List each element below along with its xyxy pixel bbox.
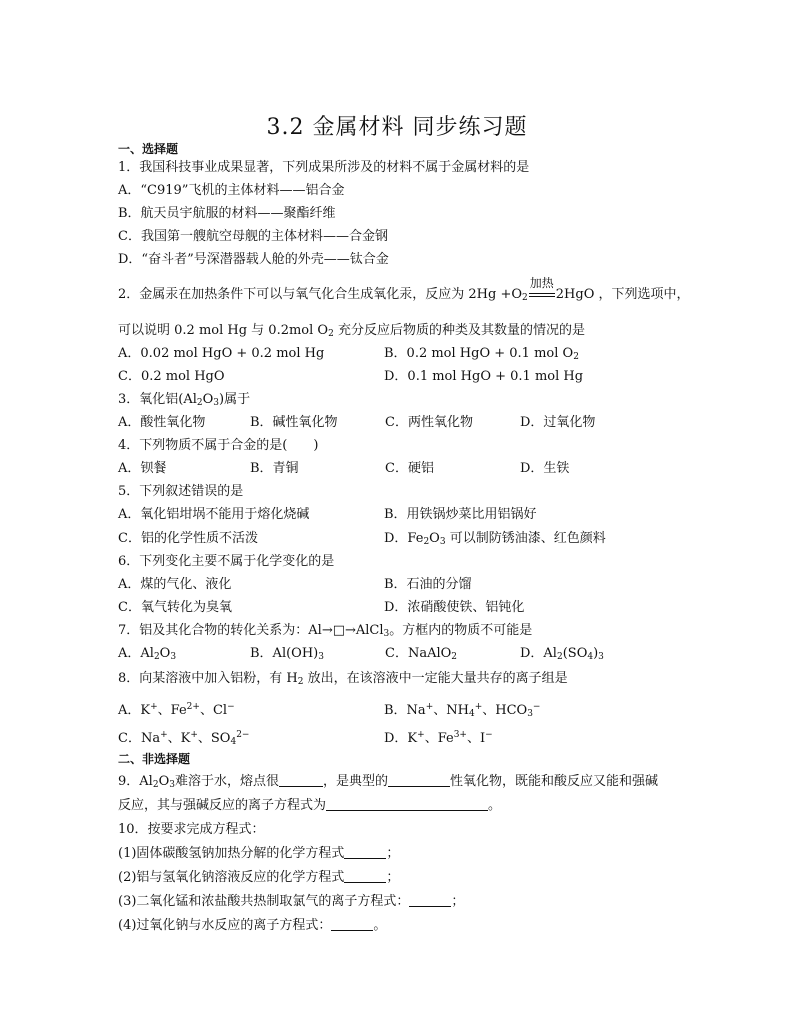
question-2-stem-line2: [118, 322, 585, 343]
question-2-option-c: C．0.2 mol HgO: [118, 369, 225, 384]
q7-text: 7．铝及其化合物的转化关系为：Al→□→AlCl: [118, 623, 384, 638]
question-8-stem: [118, 670, 568, 691]
question-10-stem: 10．按要求完成方程式：: [118, 822, 265, 837]
question-10-part-4: [118, 917, 386, 935]
q7-a-sub2: 3: [170, 652, 177, 662]
question-4-option-b: B．青铜: [250, 461, 299, 476]
question-7-option-c: [385, 645, 457, 666]
section-heading-nonchoice: 二、非选择题: [118, 752, 191, 766]
q2-b-subscript: 2: [573, 352, 579, 362]
q9-text: 9．Al: [118, 774, 153, 789]
question-1-option-c: C．我国第一艘航空母舰的主体材料——合金钢: [118, 229, 388, 244]
q9-blank-melting-point[interactable]: [279, 774, 323, 787]
q8-b-sup2: +: [474, 702, 483, 712]
question-3-option-d: D．过氧化物: [520, 415, 596, 430]
q7-c-sub: 2: [451, 652, 458, 662]
q8-a-sup1: +: [150, 702, 158, 712]
q10-p1-text: (1)固体碳酸氢钠加热分解的化学方程式: [118, 846, 345, 861]
q8-b-1: B．Na: [384, 703, 426, 718]
heating-condition-label: 加热: [529, 276, 554, 290]
question-1-option-a: A．“C919”飞机的主体材料——铝合金: [118, 183, 345, 198]
question-5-option-c: C．铝的化学性质不活泼: [118, 531, 258, 546]
q10-p2-end: ；: [386, 870, 400, 885]
q7-d-text: D．Al: [520, 646, 557, 661]
q8-d-1: D．K: [384, 731, 418, 746]
question-7-option-b: [250, 645, 324, 666]
question-4-option-a: A．钡餐: [118, 461, 167, 476]
question-1-stem: 1．我国科技事业成果显著，下列成果所涉及的材料不属于金属材料的是: [118, 160, 530, 175]
q8-b-2: 、NH: [433, 703, 469, 718]
q7-sub: 3: [383, 629, 390, 639]
section-heading-choice: 一、选择题: [118, 142, 179, 156]
q9-sub1: 2: [152, 780, 159, 790]
q2-o2-subscript: 2: [522, 293, 528, 303]
question-10-part-3: [118, 893, 464, 911]
heating-condition-arrow: [528, 276, 556, 306]
question-2-option-b: [384, 345, 579, 366]
q2-line2-text: 可以说明 0.2 mol Hg 与 0.2mol O: [118, 323, 329, 338]
q7-a-text: A．Al: [118, 646, 154, 661]
q10-p2-blank[interactable]: [344, 870, 386, 883]
q2-stem-text-end: 2HgO ，下列选项中，: [555, 287, 690, 302]
q9-part-a: 难溶于水，熔点很: [174, 774, 279, 789]
q2-line2-subscript: 2: [328, 329, 334, 339]
q8-c-3: 、SO: [197, 731, 231, 746]
question-5-option-b: B．用铁锅炒菜比用铝锅好: [384, 507, 537, 522]
q8-a-2: 、Fe: [157, 703, 187, 718]
q3-sub2: 3: [213, 398, 220, 408]
q10-p2-text: (2)铝与氢氧化钠溶液反应的化学方程式: [118, 870, 345, 885]
q10-p4-blank[interactable]: [331, 918, 373, 931]
question-6-option-a: A．煤的气化、液化: [118, 577, 232, 592]
question-9-line1: [118, 773, 658, 794]
question-2-stem: [118, 276, 690, 307]
q9-part-c: 性氧化物，既能和酸反应又能和强碱: [450, 774, 659, 789]
q3-mid: O: [202, 392, 214, 407]
q8-c-sup3: 2−: [236, 730, 250, 740]
q5-d-end: 可以制防锈油漆、红色颜料: [445, 531, 606, 546]
q8-end: 放出，在该溶液中一定能大量共存的离子组是: [303, 671, 568, 686]
q10-p1-blank[interactable]: [344, 846, 386, 859]
question-7-stem: [118, 622, 532, 643]
question-6-option-b: B．石油的分馏: [384, 577, 472, 592]
q9-line2-end: 。: [488, 798, 502, 813]
q7-b-sub: 3: [318, 652, 324, 662]
q8-d-2: 、Fe: [424, 731, 454, 746]
q8-a-3: 、Cl: [199, 703, 228, 718]
q8-c-sup2: +: [190, 730, 198, 740]
q7-d-post: ): [593, 646, 599, 661]
question-4-option-c: C．硬铝: [385, 461, 434, 476]
q9-part-b: ，是典型的: [322, 774, 388, 789]
q2-stem-text: 2．金属汞在加热条件下可以与氧气化合生成氧化汞，反应为 2Hg +O: [118, 287, 523, 302]
q9-mid: O: [158, 774, 170, 789]
question-10-part-1: [118, 845, 399, 863]
q5-d-mid: O: [429, 531, 440, 546]
question-2-option-d: D．0.1 mol HgO + 0.1 mol Hg: [384, 369, 584, 384]
q7-d-sub3: 3: [598, 652, 604, 662]
q7-d-sub1: 2: [556, 652, 563, 662]
q8-text: 8．向某溶液中加入铝粉，有 H: [118, 671, 298, 686]
q8-b-3: 、HCO: [482, 703, 528, 718]
question-6-stem: 6．下列变化主要不属于化学变化的是: [118, 554, 335, 569]
q10-p3-text: (3)二氧化锰和浓盐酸共热制取氯气的离子方程式：: [118, 894, 410, 909]
q8-b-sup1: +: [425, 702, 434, 712]
q7-d-sub2: 4: [587, 652, 594, 662]
q7-b-text: B．Al(OH): [250, 646, 319, 661]
document-title: 3.2 金属材料 同步练习题: [266, 115, 528, 140]
q8-a-sup3: −: [227, 702, 235, 712]
question-4-option-d: D．生铁: [520, 461, 570, 476]
q8-d-sup3: −: [485, 730, 493, 740]
q8-a-sup2: 2+: [186, 702, 200, 712]
q9-blank-oxide-type[interactable]: [388, 774, 450, 787]
q2-line2-text-end: 充分反应后物质的种类及其数量的情况的是: [333, 323, 585, 338]
question-5-stem: 5．下列叙述错误的是: [118, 484, 244, 499]
q7-c-text: C．NaAlO: [385, 646, 452, 661]
q8-b-sub3: 3: [527, 709, 533, 719]
question-1-option-b: B．航天员宇航服的材料——聚酯纤维: [118, 206, 336, 221]
question-8-option-b: [384, 698, 540, 723]
q9-blank-ionic-equation[interactable]: [326, 798, 488, 811]
question-2-option-a: A．0.02 mol HgO + 0.2 mol Hg: [118, 346, 325, 361]
q9-line2-text: 反应，其与强碱反应的离子方程式为: [118, 798, 327, 813]
question-6-option-d: D．浓硝酸使铁、铝钝化: [384, 600, 525, 615]
q8-c-2: 、K: [167, 731, 191, 746]
question-3-stem: [118, 391, 250, 412]
q10-p3-end: ；: [451, 894, 465, 909]
q5-d-text: D．Fe: [384, 531, 424, 546]
q7-end: 。方框内的物质不可能是: [389, 623, 533, 638]
question-3-option-a: A．酸性氧化物: [118, 415, 206, 430]
question-8-option-c: [118, 726, 249, 751]
question-7-option-a: [118, 645, 176, 666]
q8-c-sup1: +: [160, 730, 168, 740]
q8-c-sub3: 4: [230, 737, 237, 747]
q7-a-sub1: 2: [153, 652, 160, 662]
q10-p4-text: (4)过氧化钠与水反应的离子方程式：: [118, 918, 332, 933]
question-3-option-c: C．两性氧化物: [385, 415, 473, 430]
question-6-option-c: C．氧气转化为臭氧: [118, 600, 232, 615]
q3-sub1: 2: [196, 398, 203, 408]
question-5-option-a: A．氧化铝坩埚不能用于熔化烧碱: [118, 507, 310, 522]
question-5-option-d: [384, 530, 606, 551]
q8-d-sup2: 3+: [453, 730, 467, 740]
q8-d-sup1: +: [417, 730, 425, 740]
q8-b-sub2: 4: [468, 709, 475, 719]
question-4-stem: 4．下列物质不属于合金的是( ): [118, 438, 319, 453]
q10-p3-blank[interactable]: [409, 894, 451, 907]
q9-sub2: 3: [169, 780, 175, 790]
question-8-option-d: [384, 726, 493, 748]
q5-d-sub1: 2: [423, 537, 430, 547]
q7-a-mid: O: [159, 646, 171, 661]
q8-c-1: C．Na: [118, 731, 161, 746]
q7-d-mid: (SO: [562, 646, 588, 661]
q3-end: )属于: [219, 392, 251, 407]
q10-p1-end: ；: [386, 846, 400, 861]
q5-d-sub2: 3: [439, 537, 446, 547]
q8-d-3: 、I: [466, 731, 486, 746]
q10-p4-end: 。: [373, 918, 387, 933]
question-7-option-d: [520, 645, 604, 666]
question-10-part-2: [118, 869, 399, 887]
question-8-option-a: [118, 698, 235, 720]
q2-b-text: B．0.2 mol HgO + 0.1 mol O: [384, 346, 574, 361]
q3-text: 3．氧化铝(Al: [118, 392, 197, 407]
q8-b-sup3: −: [532, 702, 541, 712]
question-1-option-d: D．“奋斗者”号深潜器载人舱的外壳——钛合金: [118, 252, 389, 267]
question-9-line2: [118, 797, 501, 815]
q8-sub: 2: [297, 677, 304, 687]
q8-a-1: A．K: [118, 703, 151, 718]
question-3-option-b: B．碱性氧化物: [250, 415, 338, 430]
